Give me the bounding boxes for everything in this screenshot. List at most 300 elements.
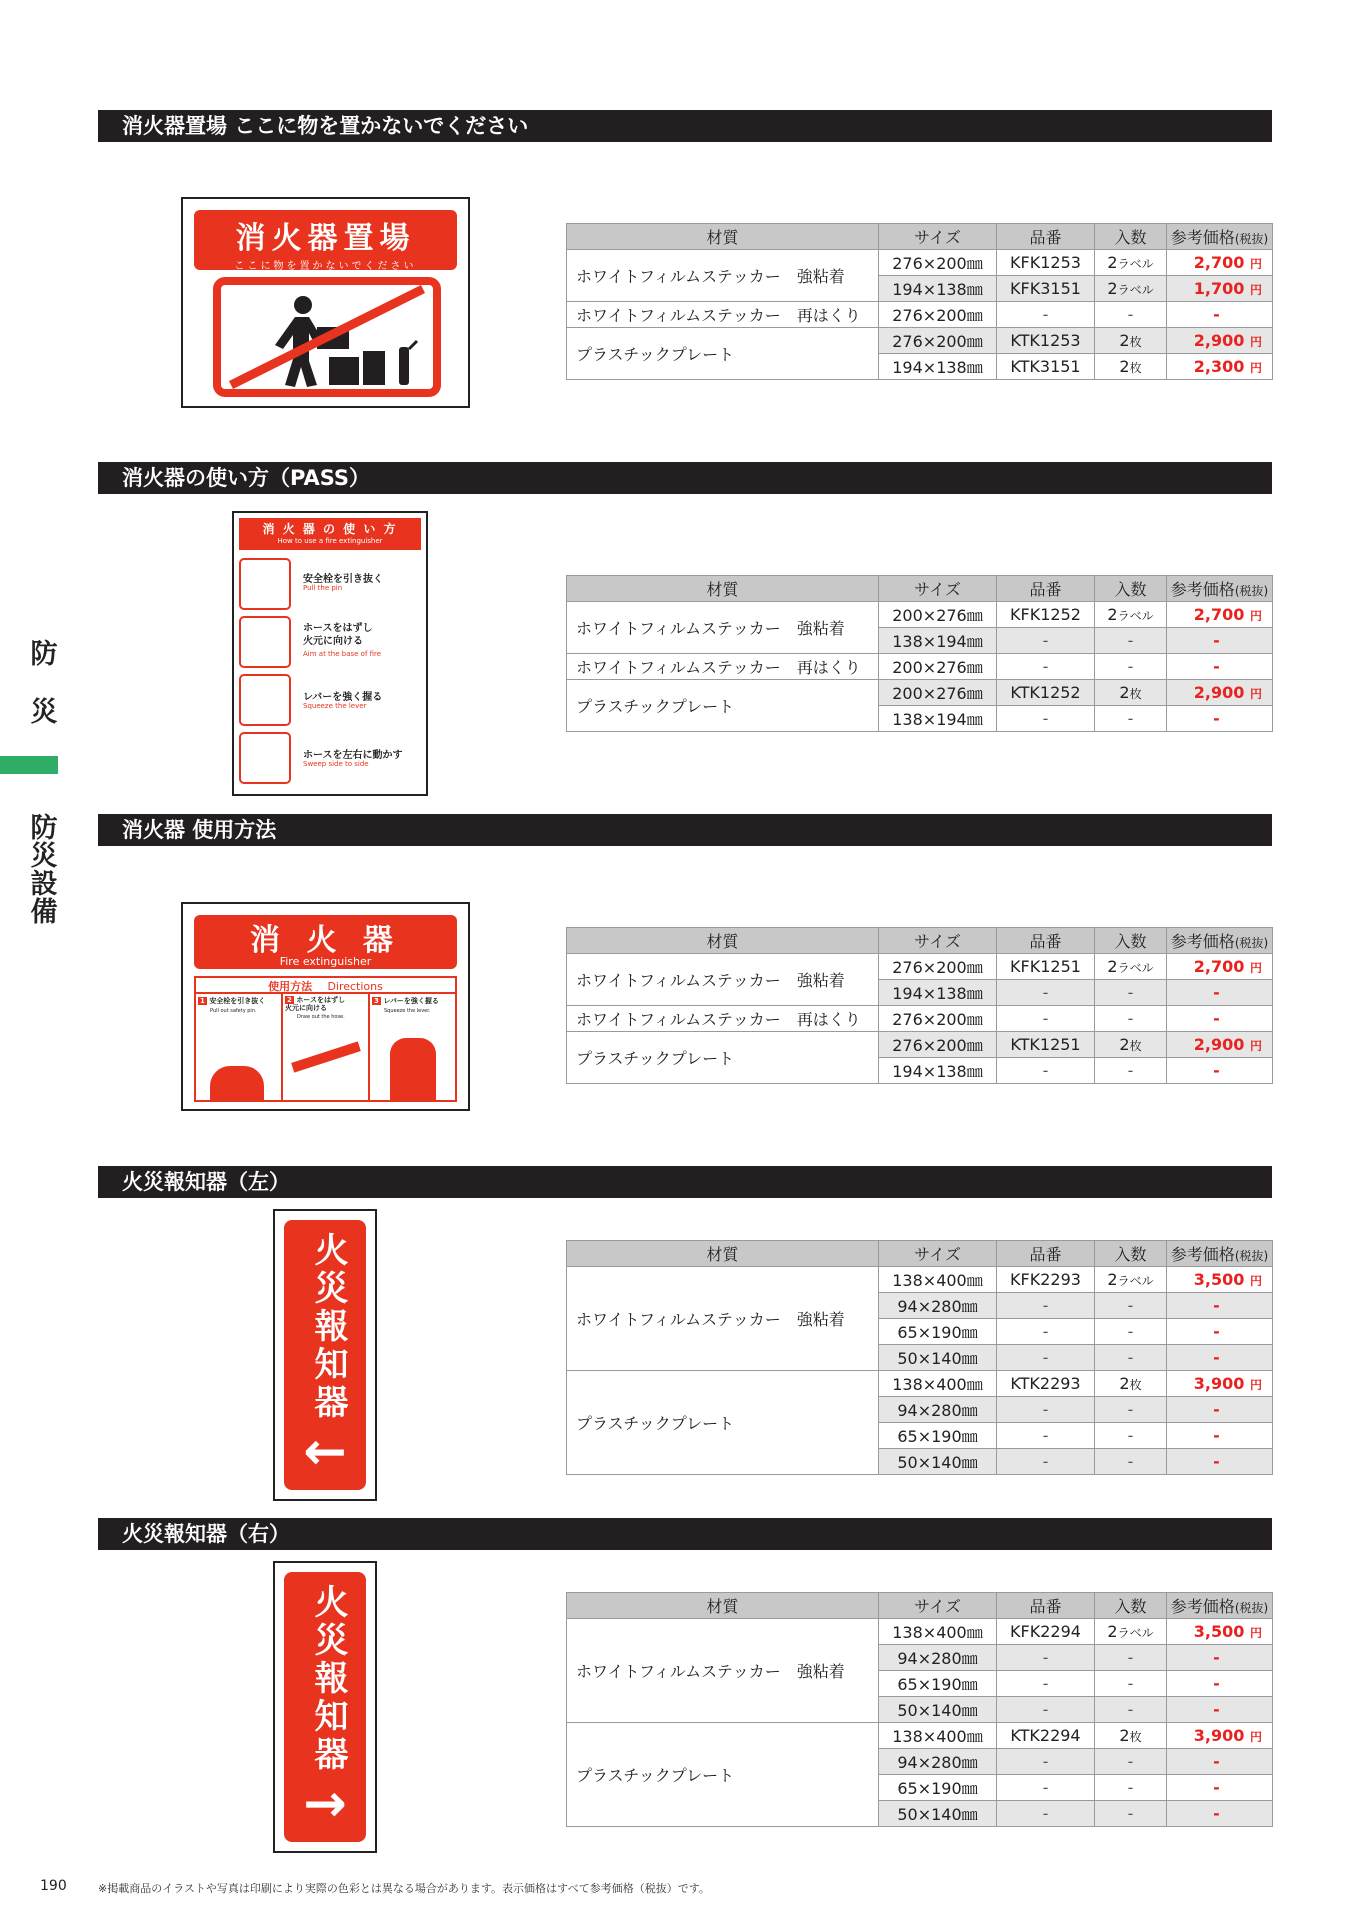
qty-cell xyxy=(1095,1032,1167,1058)
price-cell xyxy=(1167,602,1273,628)
price-value: - xyxy=(1213,1674,1220,1693)
sign3-directions-panel xyxy=(194,976,457,1102)
no-placing-icon xyxy=(213,277,441,397)
price-value: 2,900 xyxy=(1193,683,1245,702)
price-value: - xyxy=(1213,1061,1220,1080)
header-price-label: 参考価格 xyxy=(1170,228,1235,247)
size-cell: 138×400㎜ xyxy=(879,1371,997,1397)
code-cell: - xyxy=(997,1397,1095,1423)
sign3-band xyxy=(196,978,455,994)
qty-cell xyxy=(1095,1006,1167,1032)
section-title-5: 火災報知器（右） xyxy=(98,1518,1272,1550)
table-header-row xyxy=(567,928,1273,954)
price-cell xyxy=(1167,1619,1273,1645)
sign2-header xyxy=(239,518,421,550)
price-value: 2,700 xyxy=(1193,605,1245,624)
qty-cell xyxy=(1095,1749,1167,1775)
sign3-step-3-ja: レバーを強く握る xyxy=(383,997,439,1005)
sign2-title: 消 火 器 の 使 い 方 xyxy=(262,522,398,536)
size-cell: 94×280㎜ xyxy=(879,1293,997,1319)
size-cell: 50×140㎜ xyxy=(879,1345,997,1371)
header-material: 材質 xyxy=(567,576,879,602)
price-value: 2,900 xyxy=(1193,331,1245,350)
price-cell xyxy=(1167,1671,1273,1697)
size-cell: 50×140㎜ xyxy=(879,1697,997,1723)
price-value: - xyxy=(1213,1804,1220,1823)
price-cell xyxy=(1167,1058,1273,1084)
sign3-title: 消 火 器 xyxy=(250,923,401,958)
header-price-suffix: (税抜) xyxy=(1234,1601,1269,1615)
qty-value: - xyxy=(1127,1804,1134,1823)
material-cell: ホワイトフィルムステッカー 強粘着 xyxy=(567,1619,879,1723)
code-cell: KTK1251 xyxy=(997,1032,1095,1058)
price-value: - xyxy=(1213,1400,1220,1419)
yen-unit: 円 xyxy=(1249,1626,1262,1640)
table-header-row xyxy=(567,576,1273,602)
price-value: - xyxy=(1213,983,1220,1002)
qty-value: - xyxy=(1127,1009,1134,1028)
size-cell: 194×138㎜ xyxy=(879,980,997,1006)
size-cell: 194×138㎜ xyxy=(879,1058,997,1084)
section-title-4: 火災報知器（左） xyxy=(98,1166,1272,1198)
header-qty: 入数 xyxy=(1095,576,1167,602)
qty-value: 2 xyxy=(1107,1622,1118,1641)
header-price-suffix: (税抜) xyxy=(1234,232,1269,246)
sweep-icon xyxy=(239,732,291,784)
sign2-step-2-ja: ホースをはずし 火元に向ける xyxy=(303,623,373,647)
table-row xyxy=(567,1267,1273,1293)
sign3-step-3-en: Squeeze the lever. xyxy=(384,1008,431,1014)
qty-value: 2 xyxy=(1119,1035,1130,1054)
material-cell: プラスチックプレート xyxy=(567,680,879,732)
material-cell: ホワイトフィルムステッカー 再はくり xyxy=(567,654,879,680)
qty-cell xyxy=(1095,1619,1167,1645)
qty-cell xyxy=(1095,1775,1167,1801)
price-cell xyxy=(1167,1723,1273,1749)
qty-cell xyxy=(1095,680,1167,706)
code-cell: - xyxy=(997,706,1095,732)
header-price-label: 参考価格 xyxy=(1170,1597,1235,1616)
qty-cell xyxy=(1095,1058,1167,1084)
header-code: 品番 xyxy=(997,1241,1095,1267)
sign-fire-alarm-left xyxy=(273,1209,377,1501)
price-cell xyxy=(1167,302,1273,328)
header-qty: 入数 xyxy=(1095,224,1167,250)
side-label-top-2: 災 xyxy=(30,697,58,728)
sign2-step-2-en: Aim at the base of fire xyxy=(303,650,382,658)
price-value: - xyxy=(1213,1009,1220,1028)
code-cell: KTK1252 xyxy=(997,680,1095,706)
size-cell: 138×194㎜ xyxy=(879,706,997,732)
size-cell: 194×138㎜ xyxy=(879,276,997,302)
sign-how-to-use xyxy=(232,511,428,796)
qty-value: - xyxy=(1127,1752,1134,1771)
size-cell: 138×400㎜ xyxy=(879,1723,997,1749)
header-size: サイズ xyxy=(879,928,997,954)
price-value: - xyxy=(1213,1322,1220,1341)
qty-cell xyxy=(1095,654,1167,680)
sign2-step-2 xyxy=(239,614,421,672)
size-cell: 50×140㎜ xyxy=(879,1801,997,1827)
table-row xyxy=(567,954,1273,980)
qty-value: 2 xyxy=(1119,331,1130,350)
header-code: 品番 xyxy=(997,1593,1095,1619)
qty-cell xyxy=(1095,628,1167,654)
qty-value: - xyxy=(1127,631,1134,650)
code-cell: KFK2293 xyxy=(997,1267,1095,1293)
table-row xyxy=(567,1032,1273,1058)
material-cell: プラスチックプレート xyxy=(567,1032,879,1084)
price-cell xyxy=(1167,1267,1273,1293)
pull-pin-icon xyxy=(239,558,291,610)
size-cell: 65×190㎜ xyxy=(879,1671,997,1697)
price-value: 3,900 xyxy=(1193,1726,1245,1745)
price-value: - xyxy=(1213,1752,1220,1771)
header-material: 材質 xyxy=(567,1593,879,1619)
qty-value: - xyxy=(1127,1452,1134,1471)
code-cell: - xyxy=(997,628,1095,654)
qty-value: 2 xyxy=(1107,253,1118,272)
code-cell: - xyxy=(997,1006,1095,1032)
code-cell: - xyxy=(997,1775,1095,1801)
sign5-body xyxy=(284,1572,366,1842)
arrow-left-icon: ← xyxy=(303,1422,347,1482)
qty-value: - xyxy=(1127,1322,1134,1341)
yen-unit: 円 xyxy=(1249,1730,1262,1744)
sign3-band-ja: 使用方法 xyxy=(268,980,313,993)
size-cell: 276×200㎜ xyxy=(879,328,997,354)
arrow-right-icon: → xyxy=(303,1774,347,1834)
qty-cell xyxy=(1095,1723,1167,1749)
table-header-row xyxy=(567,1593,1273,1619)
price-value: - xyxy=(1213,305,1220,324)
qty-value: 2 xyxy=(1107,957,1118,976)
qty-value: - xyxy=(1127,1061,1134,1080)
side-green-marker xyxy=(0,756,58,774)
code-cell: - xyxy=(997,1319,1095,1345)
header-price xyxy=(1167,224,1273,250)
price-cell xyxy=(1167,250,1273,276)
spec-table-1 xyxy=(566,223,1273,380)
sign1-subtitle: ここに物を置かないでください xyxy=(234,261,417,272)
header-code: 品番 xyxy=(997,224,1095,250)
header-price-label: 参考価格 xyxy=(1170,580,1235,599)
header-price-label: 参考価格 xyxy=(1170,1245,1235,1264)
squeeze-lever-icon xyxy=(239,674,291,726)
page-number: 190 xyxy=(40,1878,67,1894)
size-cell: 276×200㎜ xyxy=(879,1006,997,1032)
side-label-bottom-1: 防 xyxy=(30,813,58,844)
qty-value: 2 xyxy=(1107,1270,1118,1289)
header-price-suffix: (税抜) xyxy=(1234,584,1269,598)
qty-unit: 枚 xyxy=(1129,361,1142,375)
qty-cell xyxy=(1095,1345,1167,1371)
yen-unit: 円 xyxy=(1249,687,1262,701)
section-title-1: 消火器置場 ここに物を置かないでください xyxy=(98,110,1272,142)
price-cell xyxy=(1167,276,1273,302)
sign4-body xyxy=(284,1220,366,1490)
sign2-step-4 xyxy=(239,730,421,788)
header-material: 材質 xyxy=(567,1241,879,1267)
header-qty: 入数 xyxy=(1095,1593,1167,1619)
size-cell: 94×280㎜ xyxy=(879,1397,997,1423)
side-label-bottom-4: 備 xyxy=(30,897,58,928)
price-cell xyxy=(1167,1032,1273,1058)
code-cell: - xyxy=(997,1058,1095,1084)
sign1-title: 消火器置場 xyxy=(235,221,416,256)
sign3-step-2-en: Draw out the hose. xyxy=(297,1014,345,1020)
sign2-steps xyxy=(239,556,421,788)
spec-table-3 xyxy=(566,927,1273,1084)
sign3-step-2 xyxy=(283,994,370,1100)
header-price xyxy=(1167,576,1273,602)
qty-value: - xyxy=(1127,1426,1134,1445)
sign2-step-3 xyxy=(239,672,421,730)
yen-unit: 円 xyxy=(1249,1378,1262,1392)
side-label-top-1: 防 xyxy=(30,639,58,670)
code-cell: - xyxy=(997,654,1095,680)
qty-cell xyxy=(1095,328,1167,354)
sign3-band-en: Directions xyxy=(327,980,383,993)
header-price-suffix: (税抜) xyxy=(1234,936,1269,950)
extinguisher-body-icon xyxy=(390,1038,436,1100)
qty-value: - xyxy=(1127,1674,1134,1693)
qty-cell xyxy=(1095,1319,1167,1345)
sign3-step-2-ja: ホースをはずし 火元に向ける xyxy=(285,996,345,1012)
price-cell xyxy=(1167,954,1273,980)
qty-unit: ラベル xyxy=(1117,961,1154,975)
qty-cell xyxy=(1095,980,1167,1006)
price-cell xyxy=(1167,1697,1273,1723)
yen-unit: 円 xyxy=(1249,1274,1262,1288)
qty-cell xyxy=(1095,1371,1167,1397)
price-value: - xyxy=(1213,1700,1220,1719)
yen-unit: 円 xyxy=(1249,335,1262,349)
code-cell: KFK1253 xyxy=(997,250,1095,276)
material-cell: ホワイトフィルムステッカー 再はくり xyxy=(567,302,879,328)
price-cell xyxy=(1167,654,1273,680)
material-cell: プラスチックプレート xyxy=(567,1371,879,1475)
qty-value: 2 xyxy=(1119,683,1130,702)
header-qty: 入数 xyxy=(1095,928,1167,954)
header-code: 品番 xyxy=(997,928,1095,954)
size-cell: 50×140㎜ xyxy=(879,1449,997,1475)
sign4-title: 火災報知器 xyxy=(308,1232,348,1422)
size-cell: 138×400㎜ xyxy=(879,1619,997,1645)
sign3-step-2-num: 2 xyxy=(287,996,292,1004)
price-cell xyxy=(1167,1006,1273,1032)
table-row xyxy=(567,328,1273,354)
table-header-row xyxy=(567,1241,1273,1267)
price-value: - xyxy=(1213,1778,1220,1797)
qty-value: - xyxy=(1127,305,1134,324)
header-price-suffix: (税抜) xyxy=(1234,1249,1269,1263)
side-label-bottom-3: 設 xyxy=(30,869,58,900)
price-cell xyxy=(1167,1801,1273,1827)
sign1-header xyxy=(194,210,457,270)
yen-unit: 円 xyxy=(1249,961,1262,975)
price-cell xyxy=(1167,680,1273,706)
code-cell: KFK3151 xyxy=(997,276,1095,302)
price-cell xyxy=(1167,1449,1273,1475)
sign3-step-1 xyxy=(196,994,283,1100)
qty-unit: ラベル xyxy=(1117,257,1154,271)
table-row xyxy=(567,1619,1273,1645)
qty-unit: 枚 xyxy=(1129,335,1142,349)
section-title-3: 消火器 使用方法 xyxy=(98,814,1272,846)
qty-cell xyxy=(1095,1697,1167,1723)
code-cell: - xyxy=(997,1671,1095,1697)
price-value: 2,900 xyxy=(1193,1035,1245,1054)
qty-cell xyxy=(1095,250,1167,276)
aim-hose-icon xyxy=(239,616,291,668)
price-cell xyxy=(1167,1397,1273,1423)
footer-note: ※掲載商品のイラストや写真は印刷により実際の色彩とは異なる場合があります。表示価格はすべて参考価格（税抜）です。 xyxy=(98,1882,710,1895)
yen-unit: 円 xyxy=(1249,361,1262,375)
size-cell: 276×200㎜ xyxy=(879,1032,997,1058)
size-cell: 94×280㎜ xyxy=(879,1645,997,1671)
qty-value: 2 xyxy=(1119,357,1130,376)
sign5-title: 火災報知器 xyxy=(308,1584,348,1774)
price-value: 2,700 xyxy=(1193,253,1245,272)
price-value: 3,500 xyxy=(1193,1270,1245,1289)
qty-value: - xyxy=(1127,1778,1134,1797)
size-cell: 276×200㎜ xyxy=(879,302,997,328)
sign2-step-4-en: Sweep side to side xyxy=(303,760,369,768)
header-price xyxy=(1167,928,1273,954)
qty-unit: 枚 xyxy=(1129,1730,1142,1744)
sign2-step-1 xyxy=(239,556,421,614)
qty-unit: 枚 xyxy=(1129,1039,1142,1053)
sign2-step-3-ja: レバーを強く握る xyxy=(303,692,383,703)
code-cell: KTK2293 xyxy=(997,1371,1095,1397)
price-value: - xyxy=(1213,1426,1220,1445)
price-cell xyxy=(1167,1645,1273,1671)
section-title-2: 消火器の使い方（PASS） xyxy=(98,462,1272,494)
sign3-header xyxy=(194,915,457,969)
code-cell: - xyxy=(997,1801,1095,1827)
qty-cell xyxy=(1095,954,1167,980)
sign3-step-1-num: 1 xyxy=(200,997,205,1005)
size-cell: 65×190㎜ xyxy=(879,1319,997,1345)
qty-cell xyxy=(1095,1267,1167,1293)
code-cell: - xyxy=(997,980,1095,1006)
sign3-step-1-ja: 安全栓を引き抜く xyxy=(209,997,266,1005)
code-cell: KTK3151 xyxy=(997,354,1095,380)
price-value: 1,700 xyxy=(1193,279,1245,298)
material-cell: ホワイトフィルムステッカー 強粘着 xyxy=(567,954,879,1006)
size-cell: 194×138㎜ xyxy=(879,354,997,380)
yen-unit: 円 xyxy=(1249,257,1262,271)
sign-extinguisher-place xyxy=(181,197,470,408)
code-cell: KFK1252 xyxy=(997,602,1095,628)
material-cell: ホワイトフィルムステッカー 強粘着 xyxy=(567,602,879,654)
header-size: サイズ xyxy=(879,1241,997,1267)
qty-value: - xyxy=(1127,657,1134,676)
table-header-row xyxy=(567,224,1273,250)
qty-value: - xyxy=(1127,1400,1134,1419)
spec-table-5 xyxy=(566,1592,1273,1827)
table-row xyxy=(567,1723,1273,1749)
header-price-label: 参考価格 xyxy=(1170,932,1235,951)
header-size: サイズ xyxy=(879,576,997,602)
qty-value: 2 xyxy=(1119,1726,1130,1745)
code-cell: KTK1253 xyxy=(997,328,1095,354)
price-value: - xyxy=(1213,631,1220,650)
code-cell: - xyxy=(997,1697,1095,1723)
qty-value: 2 xyxy=(1107,279,1118,298)
code-cell: KFK2294 xyxy=(997,1619,1095,1645)
code-cell: - xyxy=(997,1345,1095,1371)
qty-value: 2 xyxy=(1107,605,1118,624)
code-cell: - xyxy=(997,302,1095,328)
qty-cell xyxy=(1095,1645,1167,1671)
sign3-step-1-en: Pull out safety pin. xyxy=(210,1008,257,1014)
sign-fire-alarm-right xyxy=(273,1561,377,1853)
yen-unit: 円 xyxy=(1249,1039,1262,1053)
table-row xyxy=(567,1371,1273,1397)
price-cell xyxy=(1167,354,1273,380)
size-cell: 138×194㎜ xyxy=(879,628,997,654)
qty-cell xyxy=(1095,354,1167,380)
sign3-subtitle: Fire extinguisher xyxy=(279,955,372,968)
price-cell xyxy=(1167,1371,1273,1397)
qty-cell xyxy=(1095,276,1167,302)
code-cell: KFK1251 xyxy=(997,954,1095,980)
size-cell: 65×190㎜ xyxy=(879,1775,997,1801)
price-cell xyxy=(1167,628,1273,654)
qty-value: - xyxy=(1127,709,1134,728)
sign3-steps xyxy=(196,994,455,1100)
table-row xyxy=(567,250,1273,276)
price-value: 2,300 xyxy=(1193,357,1245,376)
sign2-step-1-ja: 安全栓を引き抜く xyxy=(303,574,383,585)
qty-value: - xyxy=(1127,1348,1134,1367)
code-cell: KTK2294 xyxy=(997,1723,1095,1749)
price-value: 3,900 xyxy=(1193,1374,1245,1393)
qty-cell xyxy=(1095,706,1167,732)
header-material: 材質 xyxy=(567,928,879,954)
qty-unit: ラベル xyxy=(1117,1626,1154,1640)
size-cell: 65×190㎜ xyxy=(879,1423,997,1449)
qty-cell xyxy=(1095,302,1167,328)
qty-cell xyxy=(1095,1293,1167,1319)
size-cell: 138×400㎜ xyxy=(879,1267,997,1293)
sign2-step-1-en: Pull the pin xyxy=(303,584,343,592)
code-cell: - xyxy=(997,1645,1095,1671)
price-value: - xyxy=(1213,1452,1220,1471)
hose-icon xyxy=(291,1041,361,1072)
table-row xyxy=(567,1006,1273,1032)
header-price xyxy=(1167,1593,1273,1619)
price-cell xyxy=(1167,1749,1273,1775)
material-cell: ホワイトフィルムステッカー 強粘着 xyxy=(567,250,879,302)
price-cell xyxy=(1167,1319,1273,1345)
qty-value: - xyxy=(1127,1648,1134,1667)
price-cell xyxy=(1167,328,1273,354)
price-value: - xyxy=(1213,1648,1220,1667)
material-cell: プラスチックプレート xyxy=(567,328,879,380)
size-cell: 200×276㎜ xyxy=(879,654,997,680)
code-cell: - xyxy=(997,1749,1095,1775)
price-value: 2,700 xyxy=(1193,957,1245,976)
header-size: サイズ xyxy=(879,1593,997,1619)
header-material: 材質 xyxy=(567,224,879,250)
price-value: 3,500 xyxy=(1193,1622,1245,1641)
yen-unit: 円 xyxy=(1249,609,1262,623)
qty-cell xyxy=(1095,1397,1167,1423)
yen-unit: 円 xyxy=(1249,283,1262,297)
